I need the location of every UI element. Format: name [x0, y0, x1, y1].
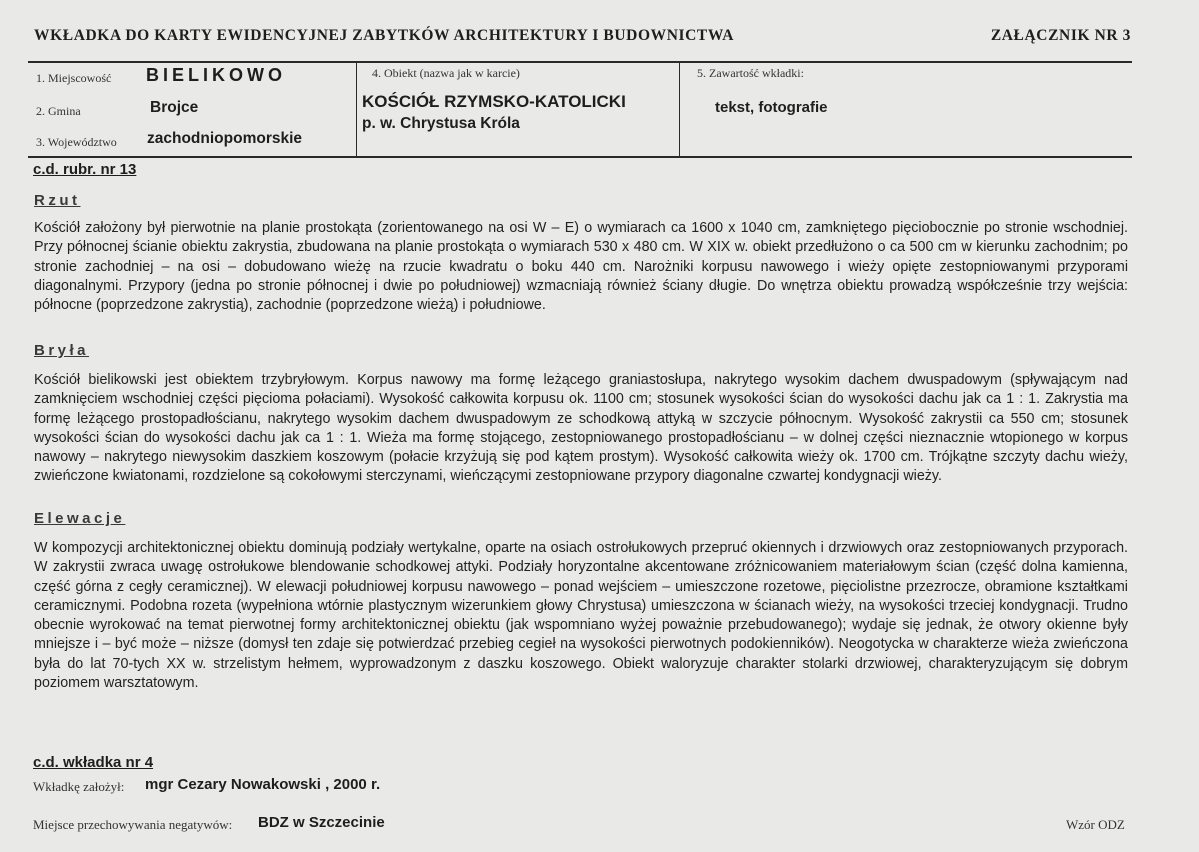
table-divider-2: [679, 62, 680, 157]
wojewodztwo-value: zachodniopomorskie: [147, 130, 303, 147]
storage-label: Miejsce przechowywania negatywów:: [33, 817, 233, 832]
gmina-value: Brojce: [150, 99, 199, 116]
table-bottom-rule: [28, 156, 1132, 158]
gmina-label: 2. Gmina: [36, 104, 81, 118]
section-text-elewacje: W kompozycji architektonicznej obiektu dominują podziały wertykalne, oparte na osiach ostrołukowych przepruć okiennych i drzwiowych oraz zestopniowanych przyporach. W zakrystii zwraca uwagę ostrołukowe blendowanie schodkowej attyki. Podziały horyzontalne akcentowane zróżnicowaniem materiałowym ścian (część dolna kamienna, część górna z cegły ceramicznej). W elewacji południowej korpusu nawowego – ponad wejściem – umieszczone rozetowe, pięciolistne przezrocze, obramione kształtkami ceramicznymi. Podobna rozeta (wypełniona wtórnie plastycznym wizerunkiem głowy Chrystusa) umieszczona w ścianach wieży, na wysokości trzeciej kondygnacji. Trudno obecnie wyrokować na temat pierwotnej formy architektonicznej obiektu (jak wspomniano wyżej poważnie przebudowanego); wydaje się jednak, że otwory okienne były mniejsze i – być może – niższe (domysł ten zdaje się potwierdzać przebieg cegieł na wysokości pierwotnych podokienników). Neogotycka w charakterze wieża zwieńczona była do lat 70-tych XX w. strzelistym hełmem, wyprowadzonym z daszku koszowego. Obiekt waloryzuje charakter stolarki drzwiowej, charakteryzującym się dobrym poziomem warsztatowym.: [34, 540, 1128, 692]
storage-value: BDZ w Szczecinie: [258, 814, 385, 831]
continuation-note: c.d. rubr. nr 13: [33, 161, 137, 178]
next-insert-note: c.d. wkładka nr 4: [33, 754, 154, 771]
section-heading-elewacje: Elewacje: [34, 510, 126, 527]
zawartosc-label: 5. Zawartość wkładki:: [697, 66, 804, 80]
document-title: WKŁADKA DO KARTY EWIDENCYJNEJ ZABYTKÓW ARCHITEKTURY I BUDOWNICTWA: [34, 27, 735, 44]
obiekt-dedication: p. w. Chrystusa Króla: [362, 115, 520, 132]
table-divider-1: [356, 62, 357, 157]
wojewodztwo-label: 3. Województwo: [36, 135, 117, 149]
section-heading-rzut: Rzut: [34, 192, 81, 209]
miejscowosc-label: 1. Miejscowość: [36, 71, 112, 85]
author-value: mgr Cezary Nowakowski , 2000 r.: [145, 776, 381, 793]
table-top-rule: [28, 61, 1132, 63]
miejscowosc-value: BIELIKOWO: [146, 65, 286, 85]
section-text-bryla: Kościół bielikowski jest obiektem trzybryłowym. Korpus nawowy ma formę leżącego graniastosłupa, nakrytego wysokim dachem dwuspadowym (spływającym nad zamknięciem wschodniej części pięcioma połaciami). Wysokość całkowita korpusu ok. 1100 cm; stosunek wysokości ścian do wysokości dachu jak ca 1 : 1. Zakrystia ma formę leżącego prostopadłościanu, nakrytego wysokim dachem dwuspadowym ze schodkową attyką w szczycie północnym. Wysokość zakrystii ca 550 cm; stosunek wysokości ścian do wysokości dachu jak ca 1 : 1. Wieża ma formę stojącego, zestopniowanego prostopadłościanu – w dolnej części nieznacznie wtopionego w korpus nawowy – nakrytego niewysokim daszkiem koszowym (połacie krzyżują się pod kątem prostym). Wysokość całkowita wieży ok. 1700 cm. Trójkątne szczyty dachu wieży, zwieńczone kwiatonami, rozdzielone są cokołowymi sterczynami, wieńczącymi zestopniowane przypory diagonalne czwartej kondygnacji wieży.: [34, 372, 1128, 485]
obiekt-label: 4. Obiekt (nazwa jak w karcie): [372, 66, 520, 80]
obiekt-name: KOŚCIÓŁ RZYMSKO-KATOLICKI: [362, 92, 626, 111]
author-label: Wkładkę założył:: [33, 779, 125, 794]
annex-number: ZAŁĄCZNIK NR 3: [990, 27, 1131, 44]
section-heading-bryla: Bryła: [34, 342, 90, 359]
zawartosc-value: tekst, fotografie: [715, 99, 828, 116]
section-text-rzut: Kościół założony był pierwotnie na planie prostokąta (zorientowanego na osi W – E) o wymiarach ca 1600 x 1040 cm, zamkniętego pięciobocznie po stronie wschodniej. Przy północnej ścianie obiektu zakrystia, zbudowana na planie prostokąta o wymiarach 530 x 480 cm. W XIX w. obiekt przedłużono o ca 500 cm w kierunku zachodnim; po stronie zachodniej – na osi – dobudowano wieżę na rzucie kwadratu o boku 440 cm. Narożniki korpusu nawowego i wieży opięte zestopniowanymi przyporami diagonalnymi. Przypory (jedna po stronie północnej i dwie po południowej) wzmacniają również ściany długie. Do wnętrza obiektu prowadzą współcześnie trzy wejścia: północne (poprzedzone zakrystią), zachodnie (poprzedzone wieżą) i południowe.: [34, 220, 1128, 314]
form-code: Wzór ODZ: [1066, 817, 1125, 832]
